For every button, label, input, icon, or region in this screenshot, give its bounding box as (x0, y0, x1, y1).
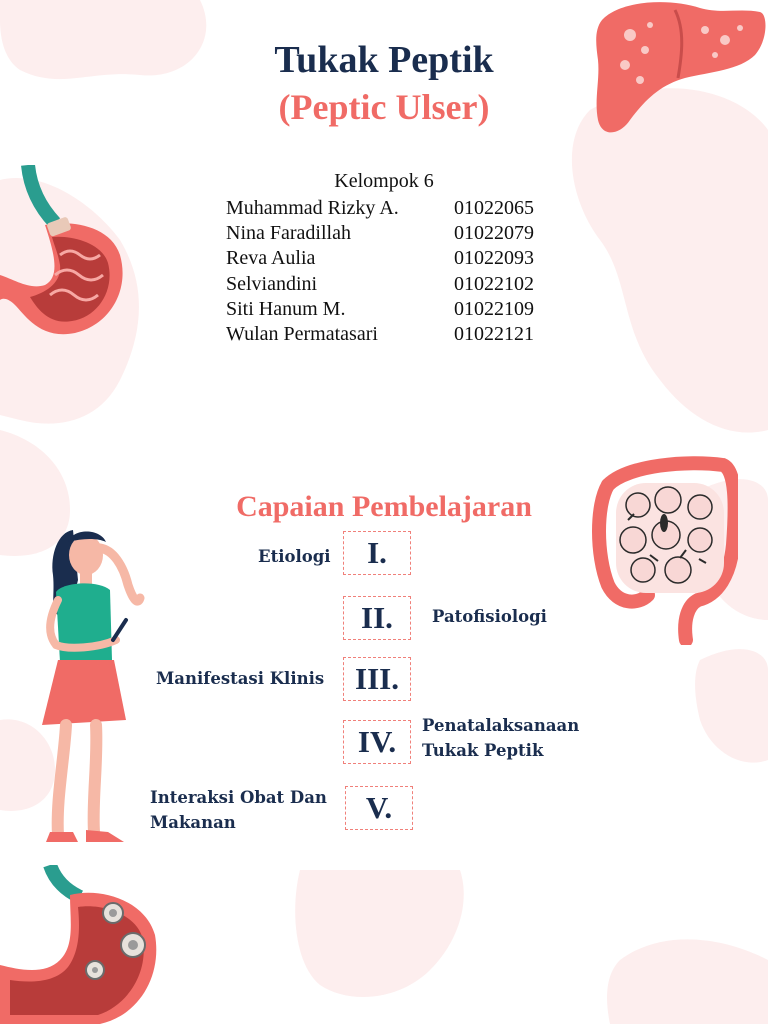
member-name: Wulan Permatasari (226, 322, 378, 345)
section-title: Capaian Pembelajaran (236, 490, 532, 523)
member-list (226, 196, 556, 347)
member-id: 01022065 (454, 197, 534, 219)
woman-with-pen-illustration (28, 520, 148, 850)
stomach-ulcer-illustration (0, 865, 160, 1024)
outcome-numeral-2: II. (343, 596, 411, 640)
member-name: Nina Faradillah (226, 222, 351, 245)
outcome-topic-5-line1: Interaksi Obat Dan (150, 788, 327, 807)
member-id: 01022121 (454, 322, 534, 345)
outcome-numeral-1: I. (343, 531, 411, 575)
member-row (226, 272, 556, 297)
member-row (226, 246, 556, 271)
outcome-topic-4 (422, 713, 579, 763)
member-row (226, 297, 556, 322)
member-id: 01022102 (454, 272, 534, 295)
outcome-numeral-4: IV. (343, 720, 411, 764)
member-row (226, 322, 556, 347)
outcome-topic-5-line2: Makanan (150, 813, 236, 832)
member-id: 01022109 (454, 297, 534, 320)
page-subtitle: (Peptic Ulser) (278, 87, 490, 127)
intestine-illustration (588, 445, 738, 645)
member-row (226, 196, 556, 221)
outcome-numeral-3: III. (343, 657, 411, 701)
outcome-topic-1: Etiologi (258, 547, 331, 566)
member-id: 01022093 (454, 247, 534, 270)
outcome-topic-2: Patofisiologi (432, 607, 547, 626)
member-name: Muhammad Rizky A. (226, 197, 399, 219)
member-row (226, 221, 556, 246)
member-id: 01022079 (454, 222, 534, 245)
member-name: Siti Hanum M. (226, 297, 346, 320)
member-name: Reva Aulia (226, 247, 316, 270)
outcome-topic-5 (150, 785, 327, 835)
page-title: Tukak Peptik (274, 39, 494, 81)
member-name: Selviandini (226, 272, 318, 295)
outcome-topic-4-line1: Penatalaksanaan (422, 716, 580, 735)
group-label: Kelompok 6 (334, 170, 434, 192)
outcome-topic-4-line2: Tukak Peptik (422, 741, 544, 760)
outcome-topic-3: Manifestasi Klinis (156, 669, 325, 688)
outcome-numeral-5: V. (345, 786, 413, 830)
